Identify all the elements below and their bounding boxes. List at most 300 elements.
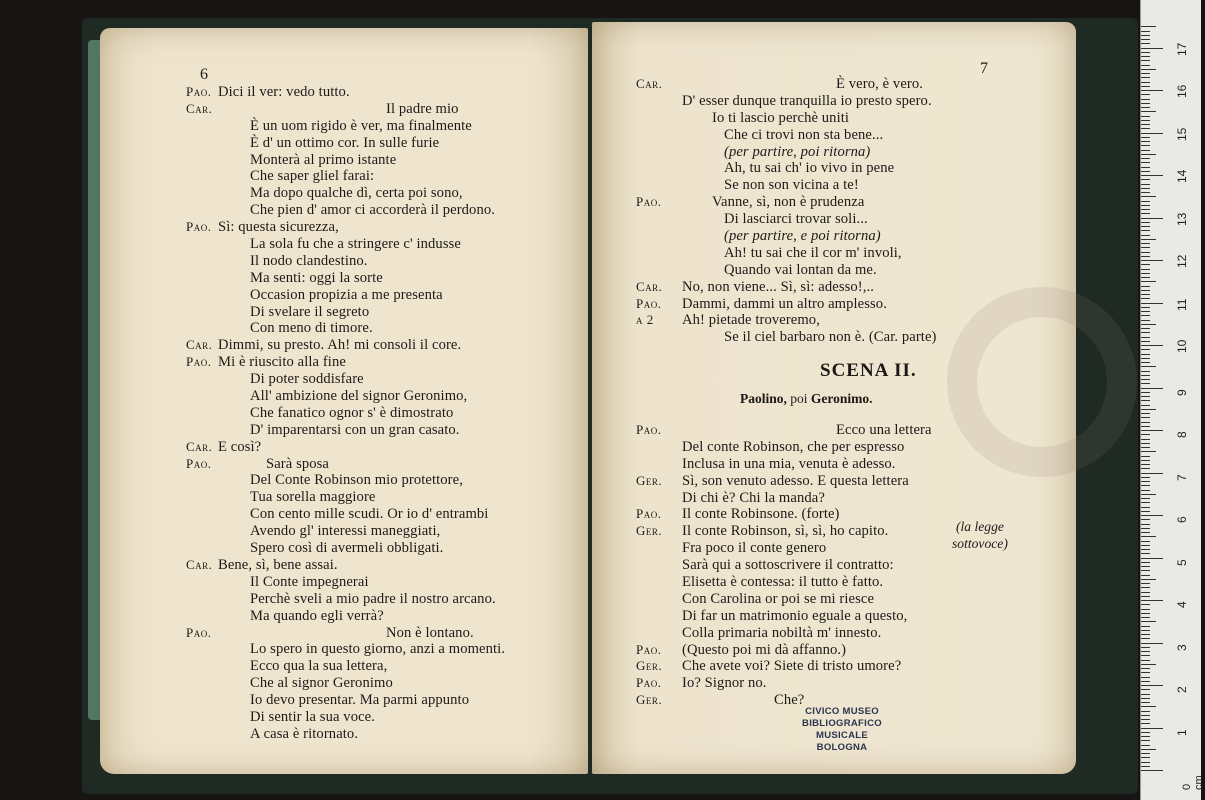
verse-text: Che ci trovi non sta bene... <box>724 126 884 143</box>
ruler-tick <box>1141 65 1150 66</box>
verse-text: Che al signor Geronimo <box>250 675 393 692</box>
text-line <box>636 93 1036 110</box>
ruler-tick <box>1141 592 1150 593</box>
ruler-tick <box>1141 137 1150 138</box>
text-line <box>636 76 1036 93</box>
text-line <box>186 574 576 591</box>
ruler-tick <box>1141 52 1150 53</box>
ruler-tick <box>1141 528 1150 529</box>
text-line <box>186 523 576 540</box>
verse-text: Monterà al primo istante <box>250 151 397 168</box>
ruler-tick <box>1141 379 1150 380</box>
ruler-number: 10 <box>1175 339 1189 353</box>
text-line <box>636 329 1036 346</box>
ruler-tick <box>1141 430 1163 431</box>
text-line <box>186 84 576 101</box>
verse-text: Il conte Robinson, sì, sì, ho capito. <box>682 523 889 540</box>
ruler-tick <box>1141 422 1150 423</box>
ruler-tick <box>1141 184 1150 185</box>
text-line <box>186 709 576 726</box>
ruler-tick <box>1141 749 1156 750</box>
verse-text: Se il ciel barbaro non è. (Car. parte) <box>724 329 937 346</box>
ruler-tick <box>1141 218 1163 219</box>
ruler-tick <box>1141 596 1150 597</box>
ruler-tick <box>1141 651 1150 652</box>
verse-text: (Questo poi mi dà affanno.) <box>682 641 847 658</box>
scene-persons <box>740 391 873 407</box>
verse-text: Che avete voi? Siete di tristo umore? <box>682 658 902 675</box>
right-page <box>592 22 1076 774</box>
ruler-tick <box>1141 294 1150 295</box>
verse-text: No, non viene... Sì, sì: adesso!,.. <box>682 278 874 295</box>
ruler-tick <box>1141 668 1150 669</box>
ruler-tick <box>1141 349 1150 350</box>
speaker-label: Pao. <box>636 675 662 691</box>
ruler-number: 12 <box>1175 254 1189 268</box>
ruler-tick <box>1141 672 1150 673</box>
speaker-label: Pao. <box>636 194 662 210</box>
ruler-tick <box>1141 485 1150 486</box>
text-line <box>186 371 576 388</box>
verse-text: Di lasciarci trovar soli... <box>724 211 868 228</box>
ruler-tick <box>1141 468 1150 469</box>
text-line <box>636 110 1036 127</box>
verse-text: Di chi è? Chi la manda? <box>682 489 825 506</box>
ruler-tick <box>1141 689 1150 690</box>
ruler-tick <box>1141 354 1150 355</box>
ruler-tick <box>1141 128 1150 129</box>
speaker-label: Ger. <box>636 472 663 488</box>
page-number-right: 7 <box>980 60 988 77</box>
ruler-number: 8 <box>1175 431 1189 438</box>
text-line <box>186 675 576 692</box>
text-line <box>186 118 576 135</box>
ruler-tick <box>1141 116 1150 117</box>
ruler-tick <box>1141 456 1150 457</box>
ruler-tick <box>1141 409 1156 410</box>
page-number-left: 6 <box>200 66 208 83</box>
ruler-tick <box>1141 69 1156 70</box>
right-page-text-top <box>636 76 1036 346</box>
stage-direction: (per partire, e poi ritorna) <box>724 228 881 245</box>
verse-text: A casa è ritornato. <box>250 725 359 742</box>
speaker-label: Ger. <box>636 692 663 708</box>
text-line <box>636 127 1036 144</box>
ruler-tick <box>1141 562 1150 563</box>
scene-title: SCENA II. <box>820 360 917 381</box>
ruler-tick <box>1141 481 1150 482</box>
verse-text: Io devo presentar. Ma parmi appunto <box>250 692 470 709</box>
ruler-number: 17 <box>1175 42 1189 56</box>
ruler-tick <box>1141 443 1150 444</box>
text-line <box>636 296 1036 313</box>
ruler-number: 16 <box>1175 84 1189 98</box>
text-line <box>636 675 1036 692</box>
ruler-tick <box>1141 111 1156 112</box>
speaker-label: Pao. <box>186 455 212 471</box>
text-line <box>186 625 576 642</box>
verse-text: Che saper gliel farai: <box>250 168 375 185</box>
ruler-number: 7 <box>1175 473 1189 481</box>
left-page <box>100 28 588 774</box>
text-line <box>636 557 1036 574</box>
ruler-tick <box>1141 447 1150 448</box>
ruler-tick <box>1141 235 1150 236</box>
text-line <box>186 540 576 557</box>
ruler-tick <box>1141 320 1150 321</box>
verse-text: Colla primaria nobiltà m' innesto. <box>682 624 882 641</box>
scene-persons-connector: poi <box>786 391 811 406</box>
ruler-tick <box>1141 400 1150 401</box>
ruler-number: 5 <box>1175 558 1189 566</box>
text-line <box>636 312 1036 329</box>
left-page-text <box>186 84 576 743</box>
ruler-tick <box>1141 643 1163 644</box>
speaker-label: Car. <box>186 438 213 454</box>
speaker-label: Car. <box>186 556 213 572</box>
ruler-tick <box>1141 269 1150 270</box>
text-line <box>186 185 576 202</box>
ruler-tick <box>1141 103 1150 104</box>
ruler-tick <box>1141 426 1150 427</box>
ruler-tick <box>1141 277 1150 278</box>
ruler-tick <box>1141 311 1150 312</box>
ruler-tick <box>1141 677 1150 678</box>
text-line <box>636 177 1036 194</box>
ruler-tick <box>1141 383 1150 384</box>
ruler-tick <box>1141 358 1150 359</box>
verse-text: Di svelare il segreto <box>250 303 370 320</box>
ruler-tick <box>1141 583 1150 584</box>
ruler-tick <box>1141 706 1156 707</box>
verse-text: Che fanatico ognor s' è dimostrato <box>250 404 454 421</box>
verse-text: Ecco una lettera <box>836 422 932 438</box>
ruler-number: 11 <box>1175 298 1189 311</box>
text-line <box>636 456 1036 473</box>
ruler-tick <box>1141 494 1156 495</box>
ruler-tick <box>1141 664 1156 665</box>
ruler-number: 6 <box>1175 516 1189 523</box>
ruler-tick <box>1141 371 1150 372</box>
verse-text: Sì: questa sicurezza, <box>218 219 339 236</box>
ruler-tick <box>1141 740 1150 741</box>
verse-text: È d' un ottimo cor. In sulle furie <box>250 134 440 151</box>
ruler-tick <box>1141 753 1150 754</box>
ruler-tick <box>1141 124 1150 125</box>
verse-text: Quando vai lontan da me. <box>724 261 877 278</box>
ruler-tick <box>1141 694 1150 695</box>
ruler-tick <box>1141 260 1163 261</box>
ruler-tick <box>1141 239 1156 240</box>
ruler-tick <box>1141 655 1150 656</box>
text-line <box>186 506 576 523</box>
ruler-number: 2 <box>1175 686 1189 693</box>
verse-text: Non è lontano. <box>386 624 474 641</box>
verse-text: E così? <box>218 438 262 455</box>
ruler-tick <box>1141 549 1150 550</box>
ruler-tick <box>1141 209 1150 210</box>
ruler-tick <box>1141 77 1150 78</box>
aside-line-1: (la legge <box>956 519 1004 534</box>
ruler-tick <box>1141 39 1150 40</box>
ruler-tick <box>1141 532 1150 533</box>
ruler-tick <box>1141 150 1150 151</box>
verse-text: Con Carolina or poi se mi riesce <box>682 590 875 607</box>
ruler-tick <box>1141 617 1150 618</box>
ruler-tick <box>1141 341 1150 342</box>
speaker-label: Ger. <box>636 658 663 674</box>
verse-text: Io? Signor no. <box>682 675 767 692</box>
verse-text: Il padre mio <box>386 100 459 117</box>
ruler-tick <box>1141 630 1150 631</box>
text-line <box>186 405 576 422</box>
verse-text: Con cento mille scudi. Or io d' entrambi <box>250 506 489 523</box>
verse-text: Avendo gl' interessi maneggiati, <box>250 523 441 540</box>
ruler-tick <box>1141 507 1150 508</box>
ruler-tick <box>1141 222 1150 223</box>
ruler-tick <box>1141 732 1150 733</box>
ruler-tick <box>1141 290 1150 291</box>
verse-text: Lo spero in questo giorno, anzi a momenti. <box>250 641 506 658</box>
ruler-tick <box>1141 120 1150 121</box>
ruler-tick <box>1141 192 1150 193</box>
text-line <box>186 270 576 287</box>
ruler-tick <box>1141 167 1150 168</box>
ruler-tick <box>1141 719 1150 720</box>
text-line <box>186 152 576 169</box>
ruler-tick <box>1141 286 1150 287</box>
ruler-tick <box>1141 328 1150 329</box>
ruler-tick <box>1141 473 1163 474</box>
verse-text: Ah! pietade troveremo, <box>682 312 820 329</box>
ruler-tick <box>1141 396 1150 397</box>
ruler-unit-label: 0 cm <box>1181 775 1205 790</box>
speaker-label: Pao. <box>186 84 212 99</box>
ruler-tick <box>1141 205 1150 206</box>
ruler-tick <box>1141 226 1150 227</box>
text-line <box>636 574 1036 591</box>
text-line <box>186 236 576 253</box>
ruler-tick <box>1141 626 1150 627</box>
text-line <box>636 211 1036 228</box>
text-line <box>636 591 1036 608</box>
ruler-tick <box>1141 281 1156 282</box>
ruler-tick <box>1141 711 1150 712</box>
ruler-tick <box>1141 213 1150 214</box>
text-line <box>186 439 576 456</box>
speaker-label: a 2 <box>636 312 654 328</box>
text-line <box>186 489 576 506</box>
verse-text: D' imparentarsi con un gran casato. <box>250 421 460 438</box>
ruler-tick <box>1141 73 1150 74</box>
ruler-tick <box>1141 541 1150 542</box>
ruler-tick <box>1141 634 1150 635</box>
ruler-tick <box>1141 392 1150 393</box>
ruler-tick <box>1141 324 1156 325</box>
ruler-tick <box>1141 702 1150 703</box>
verse-text: Che pien d' amor ci accorderà il perdono. <box>250 202 495 219</box>
verse-text: Che? <box>774 692 805 709</box>
ruler-tick <box>1141 498 1150 499</box>
text-line <box>636 608 1036 625</box>
ruler-tick <box>1141 609 1150 610</box>
stamp-line-3: BOLOGNA <box>816 742 868 753</box>
ruler-tick <box>1141 252 1150 253</box>
ruler-tick <box>1141 762 1150 763</box>
ruler-tick <box>1141 579 1156 580</box>
ruler-tick <box>1141 545 1150 546</box>
speaker-label: Pao. <box>186 219 212 235</box>
verse-text: Ma senti: oggi la sorte <box>250 269 383 286</box>
ruler-tick <box>1141 43 1150 44</box>
verse-text: Del conte Robinson, che per espresso <box>682 438 905 455</box>
text-line <box>186 219 576 236</box>
measuring-ruler <box>1140 0 1205 800</box>
library-stamp <box>778 706 906 754</box>
verse-text: È un uom rigido è ver, ma finalmente <box>250 117 472 134</box>
ruler-tick <box>1141 94 1150 95</box>
ruler-tick <box>1141 685 1163 686</box>
ruler-tick <box>1141 60 1150 61</box>
speaker-label: Ger. <box>636 523 663 539</box>
ruler-number: 4 <box>1175 601 1189 608</box>
verse-text: Ecco qua la sua lettera, <box>250 658 388 675</box>
verse-text: Con meno di timore. <box>250 320 373 337</box>
ruler-tick <box>1141 698 1150 699</box>
ruler-tick <box>1141 107 1150 108</box>
verse-text: Di far un matrimonio eguale a questo, <box>682 607 908 624</box>
verse-text: Mi è riuscito alla fine <box>218 354 346 371</box>
ruler-tick <box>1141 247 1150 248</box>
ruler-tick <box>1141 243 1150 244</box>
text-line <box>186 135 576 152</box>
ruler-number: 9 <box>1175 388 1189 396</box>
ruler-tick <box>1141 162 1150 163</box>
verse-text: Il Conte impegnerai <box>250 573 369 590</box>
ruler-tick <box>1141 264 1150 265</box>
ruler-tick <box>1141 413 1150 414</box>
ruler-tick <box>1141 90 1163 91</box>
verse-text: Elisetta è contessa: il tutto è fatto. <box>682 574 884 591</box>
verse-text: Il nodo clandestino. <box>250 252 368 269</box>
ruler-tick <box>1141 715 1150 716</box>
ruler-tick <box>1141 566 1150 567</box>
ruler-tick <box>1141 575 1150 576</box>
ruler-tick <box>1141 553 1150 554</box>
ruler-number: 13 <box>1175 212 1189 226</box>
ruler-tick <box>1141 145 1150 146</box>
ruler-tick <box>1141 141 1150 142</box>
verse-text: Perchè sveli a mio padre il nostro arcano. <box>250 590 496 607</box>
verse-text: Ma quando egli verrà? <box>250 607 384 624</box>
ruler-tick <box>1141 464 1150 465</box>
ruler-number: 3 <box>1175 643 1189 651</box>
ruler-number: 15 <box>1175 127 1189 141</box>
scene-person-paolino: Paolino, <box>740 391 787 406</box>
speaker-label: Pao. <box>636 295 662 311</box>
text-line <box>636 625 1036 642</box>
ruler-tick <box>1141 681 1150 682</box>
verse-text: Ah, tu sai ch' io vivo in pene <box>724 160 895 177</box>
verse-text: Il conte Robinsone. (forte) <box>682 506 840 523</box>
ruler-tick <box>1141 728 1163 729</box>
ruler-number: 1 <box>1175 728 1189 736</box>
verse-text: Se non son vicina a te! <box>724 177 859 194</box>
ruler-tick <box>1141 48 1163 49</box>
verse-text: Del Conte Robinson mio protettore, <box>250 472 463 489</box>
text-line <box>636 279 1036 296</box>
text-line <box>186 287 576 304</box>
ruler-tick <box>1141 375 1150 376</box>
ruler-number: 14 <box>1175 169 1189 183</box>
speaker-label: Car. <box>186 337 213 353</box>
verse-text: La sola fu che a stringere c' indusse <box>250 236 461 253</box>
text-line <box>636 228 1036 245</box>
speaker-label: Pao. <box>186 354 212 370</box>
verse-text: Dimmi, su presto. Ah! mi consoli il core. <box>218 337 462 354</box>
ruler-tick <box>1141 660 1150 661</box>
ruler-tick <box>1141 86 1150 87</box>
ruler-tick <box>1141 362 1150 363</box>
verse-text: All' ambizione del signor Geronimo, <box>250 388 468 405</box>
text-line <box>186 202 576 219</box>
ruler-tick <box>1141 460 1150 461</box>
text-line <box>186 692 576 709</box>
text-line <box>636 473 1036 490</box>
ruler-tick <box>1141 133 1163 134</box>
text-line <box>186 472 576 489</box>
verse-text: Occasion propizia a me presenta <box>250 286 443 303</box>
ruler-tick <box>1141 490 1150 491</box>
verse-text: Fra poco il conte genero <box>682 540 827 557</box>
text-line <box>636 658 1036 675</box>
ruler-tick <box>1141 175 1163 176</box>
stage-aside <box>952 518 1008 552</box>
ruler-tick <box>1141 158 1150 159</box>
ruler-tick <box>1141 332 1150 333</box>
ruler-tick <box>1141 273 1150 274</box>
ruler-tick <box>1141 35 1150 36</box>
ruler-tick <box>1141 196 1156 197</box>
ruler-tick <box>1141 511 1150 512</box>
ruler-tick <box>1141 519 1150 520</box>
text-line <box>186 168 576 185</box>
text-line <box>186 726 576 743</box>
text-line <box>636 160 1036 177</box>
ruler-tick <box>1141 613 1150 614</box>
speaker-label: Pao. <box>186 624 212 640</box>
text-line <box>636 490 1036 507</box>
ruler-tick <box>1141 766 1150 767</box>
aside-line-2: sottovoce) <box>952 536 1008 551</box>
ruler-tick <box>1141 647 1150 648</box>
ruler-tick <box>1141 188 1150 189</box>
ruler-tick <box>1141 621 1156 622</box>
verse-text: Sì, son venuto adesso. E questa lettera <box>682 472 909 489</box>
ruler-tick <box>1141 502 1150 503</box>
ruler-tick <box>1141 99 1150 100</box>
ruler-tick <box>1141 451 1156 452</box>
ruler-tick <box>1141 417 1150 418</box>
verse-text: Ma dopo qualche dì, certa poi sono, <box>250 185 463 202</box>
text-line <box>186 354 576 371</box>
verse-text: Ah! tu sai che il cor m' involi, <box>724 244 902 261</box>
speaker-label: Car. <box>636 76 663 91</box>
verse-text: Sarà qui a sottoscrivere il contratto: <box>682 557 894 574</box>
verse-text: Bene, sì, bene assai. <box>218 556 338 573</box>
speaker-label: Pao. <box>636 422 662 437</box>
ruler-tick <box>1141 366 1156 367</box>
